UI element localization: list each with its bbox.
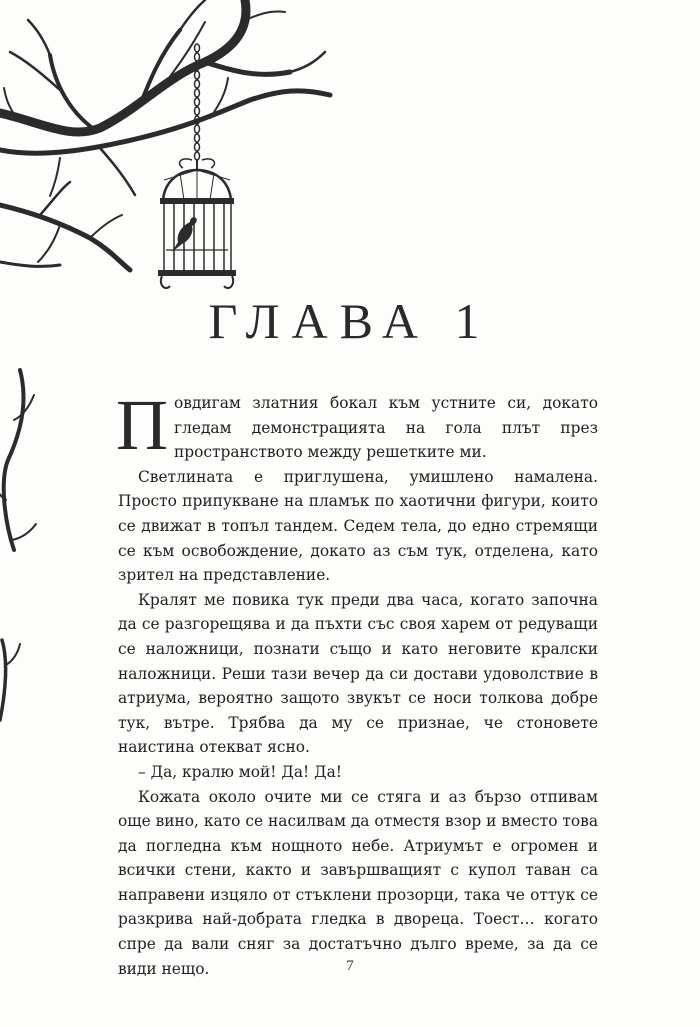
paragraph-3: Кралят ме повика тук преди два часа, когато започна да се разгорещява и да пъхти със своя харем от редуващи се наложници, познати също и като неговите кралски наложници. Реши тази вечер да си достави удоволствие в атриума, вероятно защото звукът се носи толкова добре тук, вътре. Трябва да му се признае, че стоновете наистина отекват ясно.: [118, 590, 598, 757]
paragraph-2: Светлината е приглушена, умишлено намалена. Просто припукване на пламък по хаотични фигури, които се движат в топъл тандем. Седем тела, до едно стремящи се към освобождение, докато аз съм тук, отделена, като зрител на представление.: [118, 467, 598, 585]
paragraph-1-text: овдигам златния бокал към устните си, докато гледам демонстрацията на гола плът през пространството между решетките ми.: [174, 394, 598, 462]
paragraph-dialogue: – Да, кралю мой! Да! Да!: [138, 762, 342, 781]
chapter-body: [116, 385, 598, 981]
drop-cap: П: [116, 385, 168, 465]
paragraph-5: Кожата около очите ми се стяга и аз бързо отпивам още вино, като се насилвам да отместя взор и вместо това да погледна към нощното небе. Атриумът е огромен и всички стени, както и завършващият с купол таван са направени изцяло от стъклени прозорци, така че оттук се разкрива най-добрата гледка в двореца. Тоест… когато спре да вали сняг за достатъчно дълго време, за да се види нещо.: [118, 787, 598, 978]
page-number: 7: [346, 958, 354, 974]
chapter-title: ГЛАВА 1: [208, 293, 492, 349]
paragraph-1: [116, 385, 598, 465]
